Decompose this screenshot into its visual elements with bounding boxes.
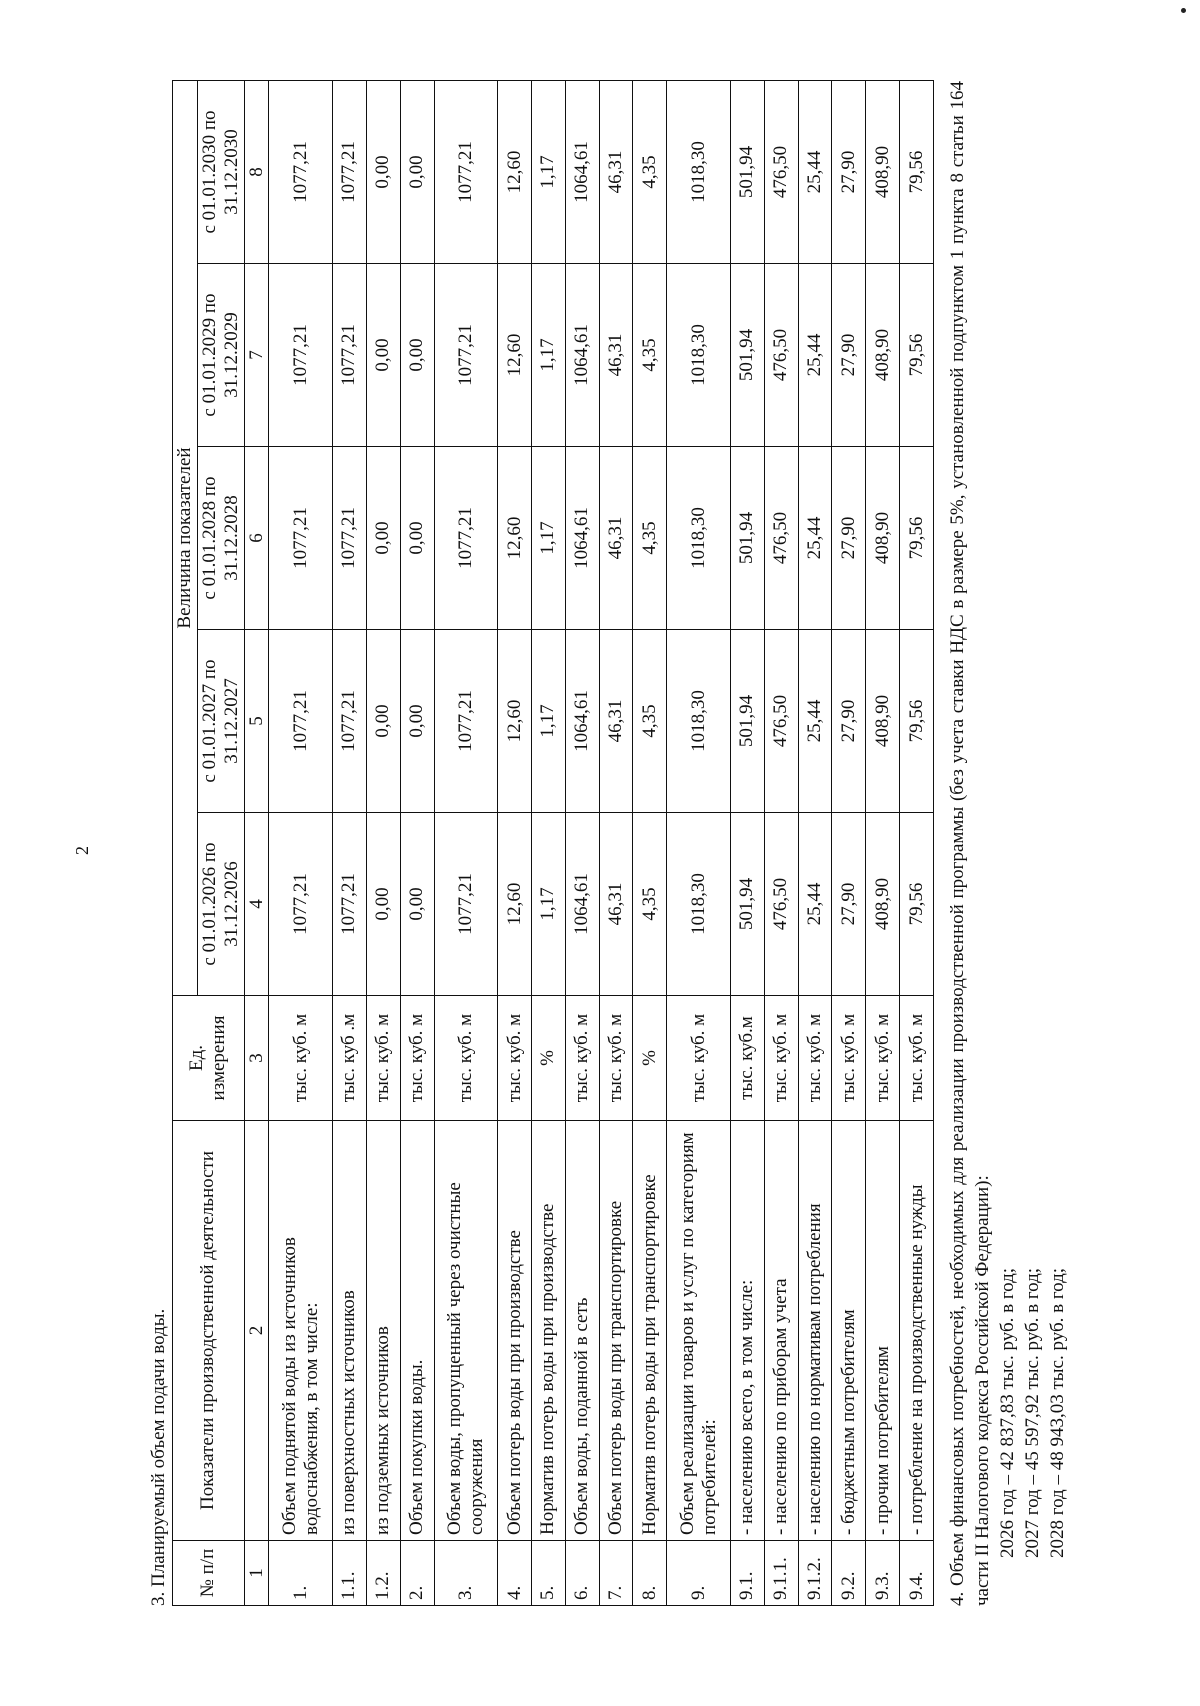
row-indicator: - населению по нормативам потребления (798, 1121, 832, 1541)
table-row (764, 80, 798, 1605)
row-value-period-2: 1018,30 (667, 630, 731, 813)
row-value-period-3: 0,00 (400, 447, 434, 630)
table-row (332, 80, 366, 1605)
row-value-period-2: 25,44 (798, 630, 832, 813)
row-value-period-5: 46,31 (599, 80, 633, 263)
row-value-period-4: 501,94 (730, 264, 764, 447)
row-value-period-4: 0,00 (366, 264, 400, 447)
row-value-period-2: 46,31 (599, 630, 633, 813)
section-3-title: 3. Планируемый объем подачи воды. (148, 1308, 169, 1606)
row-value-period-1: 476,50 (764, 813, 798, 996)
row-value-period-5: 1064,61 (565, 80, 599, 263)
row-value-period-1: 0,00 (366, 813, 400, 996)
row-value-period-4: 79,56 (900, 264, 934, 447)
row-indicator: Объем покупки воды. (400, 1121, 434, 1541)
header-period-2: с 01.01.2027 по 31.12.2027 (197, 630, 244, 813)
row-value-period-4: 1077,21 (269, 264, 333, 447)
row-value-period-4: 4,35 (633, 264, 667, 447)
table-row (498, 80, 532, 1605)
row-value-period-1: 46,31 (599, 813, 633, 996)
row-number: 5. (531, 1541, 565, 1606)
row-value-period-1: 1077,21 (332, 813, 366, 996)
row-value-period-5: 25,44 (798, 80, 832, 263)
row-value-period-2: 1077,21 (434, 630, 498, 813)
row-unit: % (633, 996, 667, 1121)
row-unit: тыс. куб. м (599, 996, 633, 1121)
row-value-period-2: 1064,61 (565, 630, 599, 813)
row-indicator: Объем реализации товаров и услуг по категориям потребителей: (667, 1121, 731, 1541)
row-value-period-1: 27,90 (832, 813, 866, 996)
row-value-period-3: 12,60 (498, 447, 532, 630)
row-value-period-3: 1077,21 (434, 447, 498, 630)
row-unit: тыс. куб. м (667, 996, 731, 1121)
row-value-period-2: 27,90 (832, 630, 866, 813)
row-number: 6. (565, 1541, 599, 1606)
row-number: 8. (633, 1541, 667, 1606)
row-number: 9.1.2. (798, 1541, 832, 1606)
row-unit: тыс. куб. м (434, 996, 498, 1121)
row-number: 9.1.1. (764, 1541, 798, 1606)
header-num: № п/п (173, 1541, 245, 1606)
row-value-period-1: 1018,30 (667, 813, 731, 996)
row-value-period-1: 12,60 (498, 813, 532, 996)
table-row (798, 80, 832, 1605)
row-value-period-2: 1,17 (531, 630, 565, 813)
row-unit: тыс. куб. м (498, 996, 532, 1121)
row-value-period-1: 1077,21 (434, 813, 498, 996)
row-indicator: Объем поднятой воды из источников водоснабжения, в том числе: (269, 1121, 333, 1541)
row-value-period-1: 4,35 (633, 813, 667, 996)
row-number: 9.4. (900, 1541, 934, 1606)
row-value-period-4: 1077,21 (434, 264, 498, 447)
row-value-period-2: 79,56 (900, 630, 934, 813)
row-indicator: из подземных источников (366, 1121, 400, 1541)
page-number: 2 (72, 846, 92, 855)
row-value-period-3: 0,00 (366, 447, 400, 630)
row-indicator: Объем воды, поданной в сеть (565, 1121, 599, 1541)
row-indicator: - населению всего, в том числе: (730, 1121, 764, 1541)
row-number: 1. (269, 1541, 333, 1606)
row-indicator: Объем потерь воды при транспортировке (599, 1121, 633, 1541)
table-row (900, 80, 934, 1605)
row-number: 9.2. (832, 1541, 866, 1606)
row-number: 9.1. (730, 1541, 764, 1606)
finance-line-2028: 2028 год – 48 943,03 тыс. руб. в год; (1047, 1267, 1069, 1558)
row-number: 1.1. (332, 1541, 366, 1606)
row-number: 4. (498, 1541, 532, 1606)
row-value-period-3: 1018,30 (667, 447, 731, 630)
row-value-period-1: 25,44 (798, 813, 832, 996)
header-column-numbers-row (244, 80, 269, 1605)
row-value-period-4: 46,31 (599, 264, 633, 447)
row-value-period-2: 1077,21 (332, 630, 366, 813)
row-value-period-5: 1018,30 (667, 80, 731, 263)
row-value-period-5: 27,90 (832, 80, 866, 263)
row-value-period-3: 27,90 (832, 447, 866, 630)
header-period-1: с 01.01.2026 по 31.12.2026 (197, 813, 244, 996)
row-value-period-4: 476,50 (764, 264, 798, 447)
row-value-period-4: 12,60 (498, 264, 532, 447)
header-col-number-3: 3 (244, 996, 269, 1121)
header-col-number-6: 6 (244, 447, 269, 630)
row-value-period-1: 1064,61 (565, 813, 599, 996)
row-value-period-5: 1077,21 (434, 80, 498, 263)
row-value-period-2: 408,90 (866, 630, 900, 813)
row-value-period-5: 1077,21 (269, 80, 333, 263)
row-value-period-3: 501,94 (730, 447, 764, 630)
row-value-period-4: 25,44 (798, 264, 832, 447)
header-col-number-1: 1 (244, 1541, 269, 1606)
row-value-period-3: 79,56 (900, 447, 934, 630)
row-value-period-1: 0,00 (400, 813, 434, 996)
row-number: 1.2. (366, 1541, 400, 1606)
water-supply-table (172, 80, 934, 1606)
row-value-period-5: 476,50 (764, 80, 798, 263)
row-value-period-5: 0,00 (366, 80, 400, 263)
row-unit: тыс. куб. м (798, 996, 832, 1121)
row-value-period-2: 0,00 (366, 630, 400, 813)
row-value-period-2: 4,35 (633, 630, 667, 813)
finance-line-2026: 2026 год – 42 837,83 тыс. руб. в год; (997, 1267, 1019, 1558)
table-row (531, 80, 565, 1605)
row-unit: тыс. куб. м (366, 996, 400, 1121)
row-number: 7. (599, 1541, 633, 1606)
row-value-period-5: 501,94 (730, 80, 764, 263)
table-row (599, 80, 633, 1605)
header-col-number-5: 5 (244, 630, 269, 813)
row-value-period-1: 79,56 (900, 813, 934, 996)
row-value-period-1: 1077,21 (269, 813, 333, 996)
row-value-period-5: 79,56 (900, 80, 934, 263)
row-value-period-5: 12,60 (498, 80, 532, 263)
row-value-period-4: 1018,30 (667, 264, 731, 447)
row-unit: тыс. куб. м (269, 996, 333, 1121)
finance-line-2027: 2027 год – 45 597,92 тыс. руб. в год; (1022, 1267, 1044, 1558)
table-row (730, 80, 764, 1605)
header-col-number-4: 4 (244, 813, 269, 996)
header-col-number-2: 2 (244, 1121, 269, 1541)
row-value-period-4: 1077,21 (332, 264, 366, 447)
table-row (400, 80, 434, 1605)
row-number: 2. (400, 1541, 434, 1606)
row-unit: тыс. куб. м (565, 996, 599, 1121)
row-value-period-2: 0,00 (400, 630, 434, 813)
row-indicator: Объем воды, пропущенный через очистные сооружения (434, 1121, 498, 1541)
row-indicator: - населению по приборам учета (764, 1121, 798, 1541)
table-row (565, 80, 599, 1605)
row-value-period-3: 4,35 (633, 447, 667, 630)
row-value-period-5: 4,35 (633, 80, 667, 263)
row-value-period-2: 1077,21 (269, 630, 333, 813)
row-value-period-4: 1,17 (531, 264, 565, 447)
row-indicator: - бюджетным потребителям (832, 1121, 866, 1541)
row-value-period-2: 12,60 (498, 630, 532, 813)
row-number: 3. (434, 1541, 498, 1606)
row-unit: тыс. куб .м (332, 996, 366, 1121)
header-unit: Ед. измерения (173, 996, 245, 1121)
header-period-3: с 01.01.2028 по 31.12.2028 (197, 447, 244, 630)
row-indicator: - потребление на производственные нужды (900, 1121, 934, 1541)
header-indicator: Показатели производственной деятельности (173, 1121, 245, 1541)
row-indicator: из поверхностных источников (332, 1121, 366, 1541)
table-row (366, 80, 400, 1605)
row-unit: тыс. куб. м (900, 996, 934, 1121)
row-unit: тыс. куб.м (730, 996, 764, 1121)
section-4-paragraph: 4. Объем финансовых потребностей, необходимых для реализации производственной программы (без учета ставки НДС в размере 5%, установленной подпунктом 1 пункта 8 статьи 164 части II Налогового кодекса Российской Федерации): (947, 81, 994, 1606)
section-4 (945, 81, 1070, 1606)
row-unit: тыс. куб. м (764, 996, 798, 1121)
row-number: 9.3. (866, 1541, 900, 1606)
row-value-period-5: 1077,21 (332, 80, 366, 263)
header-col-number-7: 7 (244, 264, 269, 447)
header-values-group: Величина показателей (173, 80, 198, 995)
row-indicator: Объем потерь воды при производстве (498, 1121, 532, 1541)
row-value-period-4: 408,90 (866, 264, 900, 447)
row-value-period-3: 1077,21 (269, 447, 333, 630)
table-row (633, 80, 667, 1605)
row-unit: тыс. куб. м (866, 996, 900, 1121)
row-value-period-3: 408,90 (866, 447, 900, 630)
row-value-period-5: 408,90 (866, 80, 900, 263)
row-value-period-3: 1064,61 (565, 447, 599, 630)
row-unit: тыс. куб. м (832, 996, 866, 1121)
row-indicator: - прочим потребителям (866, 1121, 900, 1541)
row-value-period-3: 46,31 (599, 447, 633, 630)
row-value-period-4: 1064,61 (565, 264, 599, 447)
table-row (832, 80, 866, 1605)
row-value-period-3: 476,50 (764, 447, 798, 630)
table-row (866, 80, 900, 1605)
row-indicator: Норматив потерь воды при производстве (531, 1121, 565, 1541)
row-value-period-1: 501,94 (730, 813, 764, 996)
row-number: 9. (667, 1541, 731, 1606)
row-value-period-2: 476,50 (764, 630, 798, 813)
row-value-period-3: 1,17 (531, 447, 565, 630)
row-value-period-1: 1,17 (531, 813, 565, 996)
row-unit: % (531, 996, 565, 1121)
table-row (269, 80, 333, 1605)
row-value-period-3: 1077,21 (332, 447, 366, 630)
row-value-period-4: 0,00 (400, 264, 434, 447)
row-value-period-2: 501,94 (730, 630, 764, 813)
row-value-period-5: 1,17 (531, 80, 565, 263)
header-period-4: с 01.01.2029 по 31.12.2029 (197, 264, 244, 447)
table-row (667, 80, 731, 1605)
row-value-period-5: 0,00 (400, 80, 434, 263)
row-value-period-3: 25,44 (798, 447, 832, 630)
table-body (269, 80, 934, 1605)
row-indicator: Норматив потерь воды при транспортировке (633, 1121, 667, 1541)
table-row (434, 80, 498, 1605)
row-value-period-1: 408,90 (866, 813, 900, 996)
row-unit: тыс. куб. м (400, 996, 434, 1121)
header-col-number-8: 8 (244, 80, 269, 263)
header-period-5: с 01.01.2030 по 31.12.2030 (197, 80, 244, 263)
row-value-period-4: 27,90 (832, 264, 866, 447)
